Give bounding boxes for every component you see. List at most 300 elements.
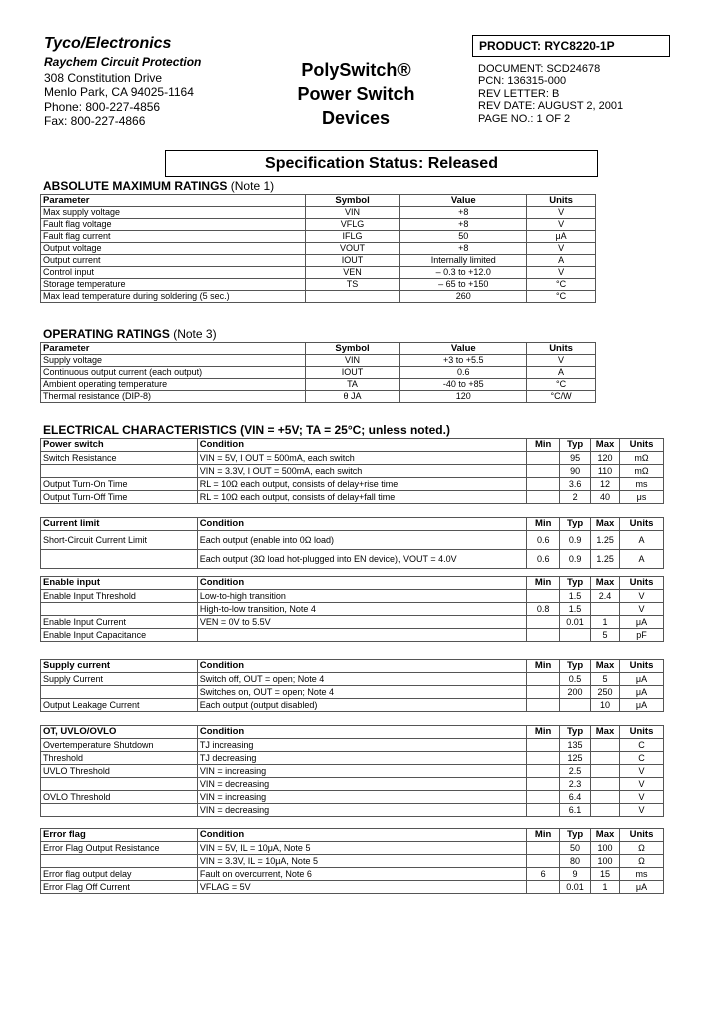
- table-header-row: [41, 439, 664, 452]
- table-cell: – 65 to +150: [400, 279, 527, 291]
- table-cell: [527, 452, 560, 465]
- table-cell: [591, 791, 620, 804]
- table-cell: [41, 603, 198, 616]
- column-header: OT, UVLO/OVLO: [41, 726, 198, 739]
- table-cell: [591, 739, 620, 752]
- table-cell: Output Leakage Current: [41, 699, 198, 712]
- table-cell: 0.9: [560, 550, 591, 569]
- column-header: Min: [527, 829, 560, 842]
- table-cell: V: [620, 765, 664, 778]
- table-cell: 120: [591, 452, 620, 465]
- abs-max-title: ABSOLUTE MAXIMUM RATINGS: [43, 179, 228, 193]
- column-header: Typ: [560, 726, 591, 739]
- table-cell: Short-Circuit Current Limit: [41, 531, 198, 550]
- table-cell: V: [620, 791, 664, 804]
- abs-max-table: [40, 194, 596, 303]
- table-cell: VIN = 3.3V, I OUT = 500mA, each switch: [197, 465, 526, 478]
- table-cell: [41, 778, 198, 791]
- column-header: Value: [400, 195, 527, 207]
- table-row: [41, 267, 596, 279]
- table-row: [41, 207, 596, 219]
- column-header: Symbol: [305, 195, 400, 207]
- column-header: Condition: [197, 726, 526, 739]
- table-row: [41, 765, 664, 778]
- table-row: [41, 868, 664, 881]
- table-cell: [560, 699, 591, 712]
- table-cell: [527, 478, 560, 491]
- table-cell: VIN = decreasing: [197, 804, 526, 817]
- table-cell: pF: [620, 629, 664, 642]
- table-cell: Threshold: [41, 752, 198, 765]
- table-cell: 0.6: [527, 531, 560, 550]
- table-cell: V: [527, 243, 596, 255]
- table-cell: RL = 10Ω each output, consists of delay+rise time: [197, 478, 526, 491]
- column-header: Symbol: [305, 343, 400, 355]
- column-header: Typ: [560, 577, 591, 590]
- table-cell: 5: [591, 629, 620, 642]
- table-cell: μA: [620, 881, 664, 894]
- table-row: [41, 478, 664, 491]
- table-cell: 80: [560, 855, 591, 868]
- column-header: Typ: [560, 439, 591, 452]
- table-cell: °C: [527, 279, 596, 291]
- column-header: Max: [591, 660, 620, 673]
- table-cell: A: [527, 367, 596, 379]
- table-cell: 1.25: [591, 550, 620, 569]
- table-cell: -40 to +85: [400, 379, 527, 391]
- table-cell: 1.5: [560, 590, 591, 603]
- ec-current-limit-table: [40, 517, 664, 569]
- table-cell: [591, 778, 620, 791]
- table-cell: mΩ: [620, 452, 664, 465]
- table-cell: Error Flag Output Resistance: [41, 842, 198, 855]
- table-cell: ms: [620, 478, 664, 491]
- column-header: Min: [527, 660, 560, 673]
- table-cell: C: [620, 739, 664, 752]
- table-cell: 0.6: [527, 550, 560, 569]
- table-cell: [41, 855, 198, 868]
- table-cell: 5: [591, 673, 620, 686]
- table-cell: Each output (3Ω load hot-plugged into EN device), VOUT = 4.0V: [197, 550, 527, 569]
- table-cell: +8: [400, 243, 527, 255]
- table-cell: Supply voltage: [41, 355, 306, 367]
- table-cell: 2.5: [560, 765, 591, 778]
- table-cell: VEN: [305, 267, 400, 279]
- table-row: [41, 699, 664, 712]
- table-cell: VOUT: [305, 243, 400, 255]
- table-cell: 200: [560, 686, 591, 699]
- table-cell: 110: [591, 465, 620, 478]
- table-row: [41, 255, 596, 267]
- table-header-row: [41, 518, 664, 531]
- table-cell: IOUT: [305, 367, 400, 379]
- column-header: Units: [527, 343, 596, 355]
- table-cell: 3.6: [560, 478, 591, 491]
- table-cell: Low-to-high transition: [197, 590, 526, 603]
- column-header: Max: [591, 518, 620, 531]
- table-cell: 15: [591, 868, 620, 881]
- table-row: [41, 791, 664, 804]
- op-table: [40, 342, 596, 403]
- table-cell: Continuous output current (each output): [41, 367, 306, 379]
- table-cell: 1: [591, 881, 620, 894]
- spec-status-box: Specification Status: Released: [165, 150, 598, 177]
- table-cell: 50: [400, 231, 527, 243]
- table-cell: [41, 550, 198, 569]
- op-heading: [43, 327, 217, 341]
- table-cell: [41, 686, 198, 699]
- table-cell: [41, 804, 198, 817]
- table-cell: [591, 804, 620, 817]
- table-row: [41, 881, 664, 894]
- table-cell: A: [620, 531, 664, 550]
- table-cell: Internally limited: [400, 255, 527, 267]
- table-cell: mΩ: [620, 465, 664, 478]
- table-cell: 0.9: [560, 531, 591, 550]
- table-cell: [591, 752, 620, 765]
- column-header: Units: [620, 439, 664, 452]
- table-cell: Fault flag voltage: [41, 219, 306, 231]
- page-number: PAGE NO.: 1 OF 2: [478, 113, 571, 125]
- table-cell: C: [620, 752, 664, 765]
- table-cell: [527, 699, 560, 712]
- abs-max-note: (Note 1): [227, 179, 275, 193]
- table-cell: Enable Input Capacitance: [41, 629, 198, 642]
- table-cell: TJ increasing: [197, 739, 526, 752]
- table-cell: 6.1: [560, 804, 591, 817]
- table-cell: TS: [305, 279, 400, 291]
- table-cell: μA: [527, 231, 596, 243]
- address-line-2: Menlo Park, CA 94025-1164: [44, 85, 194, 99]
- table-row: [41, 673, 664, 686]
- table-cell: Output Turn-On Time: [41, 478, 198, 491]
- rev-letter: REV LETTER: B: [478, 88, 560, 100]
- table-row: [41, 367, 596, 379]
- table-row: [41, 855, 664, 868]
- table-header-row: [41, 195, 596, 207]
- table-cell: Switches on, OUT = open; Note 4: [197, 686, 526, 699]
- table-header-row: [41, 343, 596, 355]
- table-cell: [527, 842, 560, 855]
- table-row: [41, 804, 664, 817]
- company-name: Tyco/Electronics: [44, 35, 172, 52]
- table-header-row: [41, 829, 664, 842]
- division-name: Raychem Circuit Protection: [44, 55, 202, 69]
- table-cell: 2.3: [560, 778, 591, 791]
- table-cell: 0.6: [400, 367, 527, 379]
- column-header: Error flag: [41, 829, 198, 842]
- table-cell: 40: [591, 491, 620, 504]
- table-row: [41, 391, 596, 403]
- table-cell: °C: [527, 379, 596, 391]
- table-cell: +8: [400, 207, 527, 219]
- table-cell: V: [620, 804, 664, 817]
- table-cell: μA: [620, 686, 664, 699]
- table-cell: Enable Input Current: [41, 616, 198, 629]
- table-cell: θ JA: [305, 391, 400, 403]
- column-header: Min: [527, 439, 560, 452]
- column-header: Condition: [197, 660, 526, 673]
- table-cell: [527, 590, 560, 603]
- table-cell: μA: [620, 616, 664, 629]
- table-cell: [527, 791, 560, 804]
- table-cell: °C: [527, 291, 596, 303]
- table-cell: 9: [560, 868, 591, 881]
- table-cell: 0.01: [560, 616, 591, 629]
- table-row: [41, 686, 664, 699]
- table-cell: 120: [400, 391, 527, 403]
- table-row: [41, 355, 596, 367]
- column-header: Min: [527, 518, 560, 531]
- table-row: [41, 531, 664, 550]
- table-cell: OVLO Threshold: [41, 791, 198, 804]
- table-cell: V: [527, 355, 596, 367]
- table-cell: V: [527, 207, 596, 219]
- table-cell: +3 to +5.5: [400, 355, 527, 367]
- table-cell: IFLG: [305, 231, 400, 243]
- table-cell: 0.01: [560, 881, 591, 894]
- table-cell: [305, 291, 400, 303]
- table-cell: 250: [591, 686, 620, 699]
- table-row: [41, 231, 596, 243]
- table-cell: V: [620, 590, 664, 603]
- table-cell: 10: [591, 699, 620, 712]
- column-header: Condition: [197, 829, 526, 842]
- table-cell: Each output (output disabled): [197, 699, 526, 712]
- table-row: [41, 243, 596, 255]
- table-row: [41, 219, 596, 231]
- table-cell: 125: [560, 752, 591, 765]
- title-line-3: Devices: [321, 108, 391, 128]
- column-header: Min: [527, 577, 560, 590]
- table-cell: Ambient operating temperature: [41, 379, 306, 391]
- table-cell: 0.5: [560, 673, 591, 686]
- table-cell: Output voltage: [41, 243, 306, 255]
- table-cell: A: [620, 550, 664, 569]
- table-cell: [560, 629, 591, 642]
- table-cell: 50: [560, 842, 591, 855]
- op-title: OPERATING RATINGS: [43, 327, 170, 341]
- table-cell: Fault on overcurrent, Note 6: [197, 868, 526, 881]
- column-header: Units: [527, 195, 596, 207]
- table-cell: [41, 465, 198, 478]
- ec-error-flag-table: [40, 828, 664, 894]
- table-cell: VFLAG = 5V: [197, 881, 526, 894]
- table-cell: ms: [620, 868, 664, 881]
- table-cell: Output Turn-Off Time: [41, 491, 198, 504]
- table-cell: Enable Input Threshold: [41, 590, 198, 603]
- product-box: PRODUCT: RYC8220-1P: [472, 35, 670, 57]
- fax: Fax: 800-227-4866: [44, 114, 146, 128]
- table-header-row: [41, 660, 664, 673]
- table-cell: [527, 491, 560, 504]
- table-cell: 260: [400, 291, 527, 303]
- table-row: [41, 452, 664, 465]
- table-cell: VIN = 5V, I OUT = 500mA, each switch: [197, 452, 526, 465]
- table-cell: VIN = decreasing: [197, 778, 526, 791]
- column-header: Max: [591, 439, 620, 452]
- column-header: Units: [620, 577, 664, 590]
- table-cell: [527, 616, 560, 629]
- column-header: Units: [620, 726, 664, 739]
- table-cell: UVLO Threshold: [41, 765, 198, 778]
- phone: Phone: 800-227-4856: [44, 100, 161, 114]
- column-header: Units: [620, 518, 664, 531]
- column-header: Parameter: [41, 195, 306, 207]
- column-header: Parameter: [41, 343, 306, 355]
- column-header: Condition: [197, 439, 526, 452]
- table-cell: [527, 855, 560, 868]
- table-header-row: [41, 726, 664, 739]
- table-cell: [527, 686, 560, 699]
- table-cell: Output current: [41, 255, 306, 267]
- table-cell: 6: [527, 868, 560, 881]
- table-cell: IOUT: [305, 255, 400, 267]
- table-cell: VIN: [305, 207, 400, 219]
- table-cell: Error flag output delay: [41, 868, 198, 881]
- rev-date: REV DATE: AUGUST 2, 2001: [478, 100, 624, 112]
- table-row: [41, 279, 596, 291]
- table-row: [41, 465, 664, 478]
- table-cell: μA: [620, 699, 664, 712]
- table-cell: V: [620, 603, 664, 616]
- table-cell: 1.5: [560, 603, 591, 616]
- table-cell: [591, 603, 620, 616]
- table-cell: VIN = 5V, IL = 10μA, Note 5: [197, 842, 526, 855]
- table-cell: °C/W: [527, 391, 596, 403]
- table-cell: [527, 465, 560, 478]
- ec-supply-current-table: [40, 659, 664, 712]
- table-row: [41, 616, 664, 629]
- table-cell: Error Flag Off Current: [41, 881, 198, 894]
- table-row: [41, 550, 664, 569]
- ec-heading: ELECTRICAL CHARACTERISTICS (VIN = +5V; TA = 25°C; unless noted.): [43, 423, 450, 437]
- table-cell: Max supply voltage: [41, 207, 306, 219]
- table-cell: Max lead temperature during soldering (5 sec.): [41, 291, 306, 303]
- table-cell: μA: [620, 673, 664, 686]
- column-header: Typ: [560, 660, 591, 673]
- table-cell: Thermal resistance (DIP-8): [41, 391, 306, 403]
- table-cell: +8: [400, 219, 527, 231]
- table-cell: Ω: [620, 842, 664, 855]
- table-cell: VIN = increasing: [197, 791, 526, 804]
- table-cell: VIN = 3.3V, IL = 10μA, Note 5: [197, 855, 526, 868]
- table-cell: [527, 629, 560, 642]
- table-header-row: [41, 577, 664, 590]
- column-header: Min: [527, 726, 560, 739]
- table-cell: V: [527, 219, 596, 231]
- column-header: Max: [591, 577, 620, 590]
- table-cell: 100: [591, 842, 620, 855]
- ec-ot-uvlo-table: [40, 725, 664, 817]
- table-cell: Overtemperature Shutdown: [41, 739, 198, 752]
- title-line-2: Power Switch: [297, 84, 415, 104]
- ec-enable-input-table: [40, 576, 664, 642]
- table-cell: RL = 10Ω each output, consists of delay+fall time: [197, 491, 526, 504]
- table-cell: 12: [591, 478, 620, 491]
- table-cell: Switch off, OUT = open; Note 4: [197, 673, 526, 686]
- table-cell: 95: [560, 452, 591, 465]
- table-row: [41, 739, 664, 752]
- address-line-1: 308 Constitution Drive: [44, 71, 163, 85]
- table-cell: VIN = increasing: [197, 765, 526, 778]
- table-cell: 90: [560, 465, 591, 478]
- table-cell: TJ decreasing: [197, 752, 526, 765]
- table-cell: [527, 739, 560, 752]
- table-cell: [527, 778, 560, 791]
- table-cell: [527, 765, 560, 778]
- column-header: Current limit: [41, 518, 198, 531]
- table-row: [41, 778, 664, 791]
- table-cell: 2: [560, 491, 591, 504]
- table-cell: 1: [591, 616, 620, 629]
- column-header: Typ: [560, 829, 591, 842]
- table-row: [41, 752, 664, 765]
- table-cell: 0.8: [527, 603, 560, 616]
- table-cell: VFLG: [305, 219, 400, 231]
- table-cell: μs: [620, 491, 664, 504]
- column-header: Max: [591, 829, 620, 842]
- table-cell: [527, 804, 560, 817]
- column-header: Units: [620, 829, 664, 842]
- column-header: Power switch: [41, 439, 198, 452]
- document-title: [270, 58, 442, 130]
- table-cell: 135: [560, 739, 591, 752]
- pcn-number: PCN: 136315-000: [478, 75, 567, 87]
- column-header: Supply current: [41, 660, 198, 673]
- table-cell: V: [527, 267, 596, 279]
- column-header: Condition: [197, 518, 527, 531]
- table-row: [41, 379, 596, 391]
- column-header: Value: [400, 343, 527, 355]
- table-cell: Fault flag current: [41, 231, 306, 243]
- table-cell: 100: [591, 855, 620, 868]
- table-cell: Each output (enable into 0Ω load): [197, 531, 527, 550]
- table-row: [41, 603, 664, 616]
- table-cell: Storage temperature: [41, 279, 306, 291]
- title-line-1: PolySwitch®: [301, 60, 411, 80]
- table-cell: VEN = 0V to 5.5V: [197, 616, 526, 629]
- table-row: [41, 842, 664, 855]
- table-cell: High-to-low transition, Note 4: [197, 603, 526, 616]
- table-cell: V: [620, 778, 664, 791]
- table-cell: Control input: [41, 267, 306, 279]
- table-cell: [197, 629, 526, 642]
- document-number: DOCUMENT: SCD24678: [478, 63, 601, 75]
- table-cell: [527, 673, 560, 686]
- table-cell: [527, 752, 560, 765]
- table-cell: 2.4: [591, 590, 620, 603]
- table-cell: – 0.3 to +12.0: [400, 267, 527, 279]
- abs-max-heading: [43, 179, 274, 193]
- table-cell: Switch Resistance: [41, 452, 198, 465]
- table-cell: TA: [305, 379, 400, 391]
- column-header: Enable input: [41, 577, 198, 590]
- column-header: Typ: [560, 518, 591, 531]
- table-cell: Supply Current: [41, 673, 198, 686]
- table-row: [41, 491, 664, 504]
- table-cell: VIN: [305, 355, 400, 367]
- table-row: [41, 590, 664, 603]
- column-header: Units: [620, 660, 664, 673]
- table-cell: [591, 765, 620, 778]
- table-cell: [527, 881, 560, 894]
- table-cell: 1.25: [591, 531, 620, 550]
- table-row: [41, 291, 596, 303]
- ec-power-switch-table: [40, 438, 664, 504]
- column-header: Condition: [197, 577, 526, 590]
- op-note: (Note 3): [169, 327, 217, 341]
